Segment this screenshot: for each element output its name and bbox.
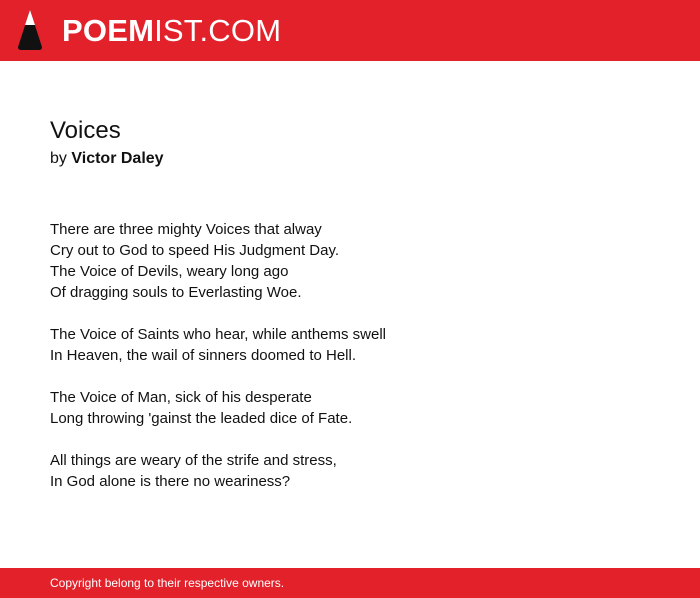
- poem-line: Of dragging souls to Everlasting Woe.: [50, 284, 302, 301]
- poem-body: [50, 219, 650, 513]
- poem-line: Cry out to God to speed His Judgment Day.: [50, 242, 340, 259]
- brand-light-part: IST.COM: [154, 13, 282, 48]
- poem-line: In God alone is there no weariness?: [50, 473, 291, 490]
- pen-nib-icon[interactable]: [17, 9, 43, 51]
- poem-line: The Voice of Man, sick of his desperate: [50, 389, 312, 406]
- poem-stanza: [50, 219, 650, 303]
- by-label: by: [50, 150, 67, 167]
- brand-bold-part: POEM: [62, 13, 155, 48]
- poem-stanza: [50, 387, 650, 429]
- poem-line: There are three mighty Voices that alway: [50, 221, 322, 238]
- poem-line: The Voice of Devils, weary long ago: [50, 263, 289, 280]
- poem-stanza: [50, 450, 650, 492]
- site-header: [0, 0, 700, 61]
- poem-line: The Voice of Saints who hear, while anthems swell: [50, 326, 387, 343]
- poem-byline: [50, 149, 164, 169]
- poem-line: In Heaven, the wail of sinners doomed to Hell.: [50, 347, 356, 364]
- poem-line: All things are weary of the strife and stress,: [50, 452, 337, 469]
- poem-title: Voices: [50, 117, 121, 144]
- poem-stanza: [50, 324, 650, 366]
- poem-author[interactable]: Victor Daley: [71, 150, 164, 167]
- site-footer: [0, 568, 700, 598]
- site-logo-text[interactable]: [62, 13, 281, 49]
- poem-line: Long throwing 'gainst the leaded dice of Fate.: [50, 410, 353, 427]
- copyright-notice: Copyright belong to their respective owners.: [50, 576, 285, 590]
